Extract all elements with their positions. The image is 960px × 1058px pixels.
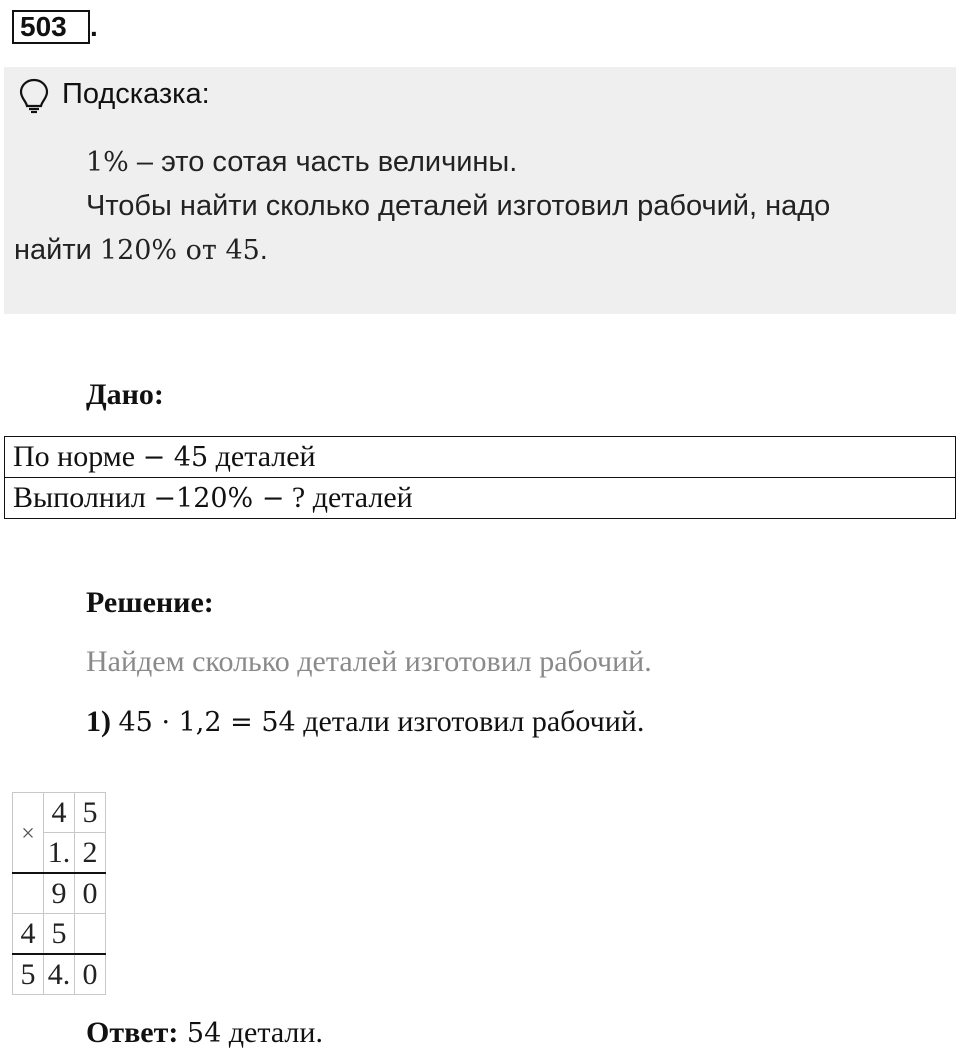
step-math: 45 · 1,2 = 54 xyxy=(118,707,296,738)
mult-cell: 5 xyxy=(13,954,44,995)
hint-math-3: 120% от 45 xyxy=(99,235,260,266)
given-cell xyxy=(5,478,956,519)
mult-cell: 0 xyxy=(75,873,106,914)
hint-math-1: 1% xyxy=(86,147,129,178)
given-table xyxy=(4,436,956,519)
answer-line xyxy=(86,1016,323,1050)
solution-step-1 xyxy=(86,705,644,739)
column-multiplication xyxy=(12,792,106,995)
hint-text-3-end: . xyxy=(259,234,268,266)
hint-line-2: Чтобы найти сколько деталей изготовил рабочий, надо xyxy=(86,190,831,222)
mult-cell: 4. xyxy=(44,954,75,995)
mult-cell: 4 xyxy=(13,914,44,955)
given-math: −120% − xyxy=(153,482,285,514)
given-row xyxy=(5,437,956,478)
hint-line-3 xyxy=(14,228,934,273)
mult-cell: 9 xyxy=(44,873,75,914)
mult-row xyxy=(13,914,106,955)
hint-text-1: – это сотая часть величины. xyxy=(128,146,518,178)
hint-text-3: найти xyxy=(14,234,100,266)
step-text: детали изготовил рабочий. xyxy=(295,705,645,738)
given-tail: ? деталей xyxy=(284,480,413,514)
mult-row xyxy=(13,954,106,995)
given-heading: Дано: xyxy=(86,378,164,411)
given-cell xyxy=(5,437,956,478)
solution-intro: Найдем сколько деталей изготовил рабочий. xyxy=(86,645,652,678)
times-sign xyxy=(13,793,44,874)
mult-cell: 1. xyxy=(44,833,75,874)
solution-heading: Решение: xyxy=(86,586,214,619)
answer-text: детали. xyxy=(221,1016,323,1049)
given-row xyxy=(5,478,956,519)
mult-row xyxy=(13,873,106,914)
mult-cell: 0 xyxy=(75,954,106,995)
mult-row xyxy=(13,793,106,833)
given-math: − 45 xyxy=(142,441,209,473)
problem-number: 503 xyxy=(12,10,90,44)
hint-title: Подсказка: xyxy=(62,78,210,110)
mult-cell: 5 xyxy=(44,914,75,955)
mult-cell: 4 xyxy=(44,793,75,833)
mult-cell: 2 xyxy=(75,833,106,874)
answer-label: Ответ: xyxy=(86,1016,179,1049)
given-label: По норме xyxy=(13,439,143,473)
mult-cell xyxy=(75,914,106,955)
lightbulb-icon xyxy=(18,78,50,114)
answer-math: 54 xyxy=(178,1018,222,1049)
given-label: Выполнил xyxy=(13,480,154,514)
mult-cell: 5 xyxy=(75,793,106,833)
problem-number-dot: . xyxy=(90,11,98,42)
given-tail: деталей xyxy=(208,439,316,473)
times-glyph: × xyxy=(21,820,35,847)
mult-cell xyxy=(13,873,44,914)
hint-line-1 xyxy=(86,140,960,185)
step-label: 1) xyxy=(86,705,111,738)
